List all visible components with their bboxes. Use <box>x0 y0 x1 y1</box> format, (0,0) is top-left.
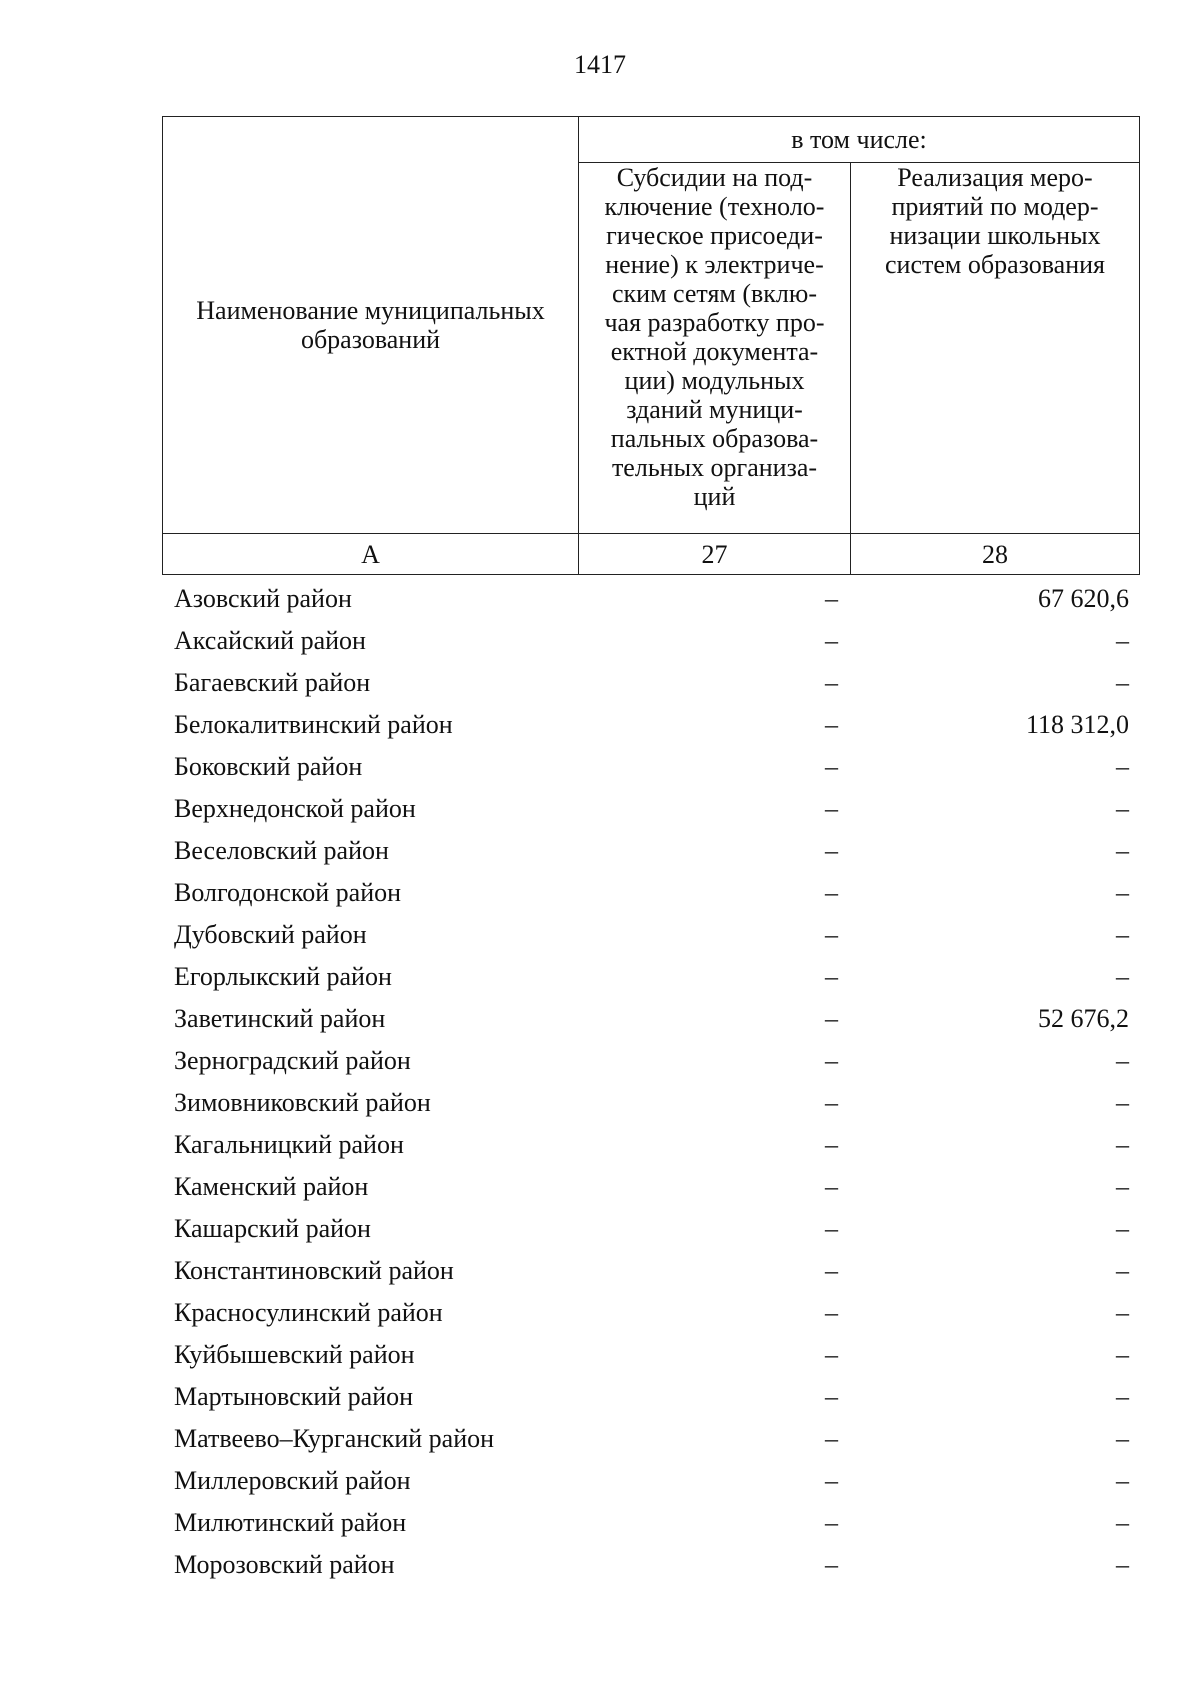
row-value-col-27: – <box>825 1466 838 1495</box>
row-value-col-27: – <box>825 920 838 949</box>
row-name: Морозовский район <box>174 1550 395 1579</box>
row-name: Мартыновский район <box>174 1382 414 1411</box>
row-name: Азовский район <box>174 584 352 613</box>
row-value-col-28: – <box>1116 1298 1129 1327</box>
table-row <box>162 704 1139 746</box>
row-value-col-28: – <box>1116 1172 1129 1201</box>
table-row <box>162 620 1139 662</box>
row-name: Аксайский район <box>174 626 366 655</box>
row-name: Милютинский район <box>174 1508 407 1537</box>
header-num-a: А <box>163 534 579 575</box>
header-including: в том числе: <box>579 117 1140 163</box>
row-name: Белокалитвинский район <box>174 710 453 739</box>
row-value-col-28: – <box>1116 1130 1129 1159</box>
row-value-col-28: – <box>1116 920 1129 949</box>
table-row <box>162 746 1139 788</box>
row-name: Кашарский район <box>174 1214 371 1243</box>
table-header <box>162 116 1140 575</box>
row-value-col-28: – <box>1116 668 1129 697</box>
table-row <box>162 1334 1139 1376</box>
row-value-col-27: – <box>825 1172 838 1201</box>
row-value-col-28: – <box>1116 626 1129 655</box>
row-value-col-27: – <box>825 1214 838 1243</box>
row-value-col-27: – <box>825 1130 838 1159</box>
row-value-col-27: – <box>825 1340 838 1369</box>
table-row <box>162 914 1139 956</box>
row-value-col-27: – <box>825 1508 838 1537</box>
header-col-27: Субсидии на под- ключение (техноло- гическое присоеди- нение) к электриче- ским сетям (вклю- чая разработку про- ектной документа- ции) модульных зданий муници- пальных образова- тельных организа- ций <box>579 163 851 534</box>
table-row <box>162 1460 1139 1502</box>
row-value-col-28: – <box>1116 1256 1129 1285</box>
row-value-col-28: – <box>1116 878 1129 907</box>
row-value-col-27: – <box>825 1382 838 1411</box>
table-row <box>162 1250 1139 1292</box>
header-num-27: 27 <box>579 534 851 575</box>
row-value-col-28: 52 676,2 <box>1038 1004 1129 1033</box>
row-name: Каменский район <box>174 1172 369 1201</box>
row-value-col-27: – <box>825 1424 838 1453</box>
row-value-col-27: – <box>825 584 838 613</box>
row-value-col-27: – <box>825 1088 838 1117</box>
row-value-col-28: – <box>1116 1088 1129 1117</box>
table-row <box>162 872 1139 914</box>
row-value-col-28: – <box>1116 1508 1129 1537</box>
row-value-col-27: – <box>825 962 838 991</box>
table-row <box>162 998 1139 1040</box>
row-name: Багаевский район <box>174 668 371 697</box>
row-name: Верхнедонской район <box>174 794 416 823</box>
row-name: Красносулинский район <box>174 1298 443 1327</box>
row-value-col-28: – <box>1116 1382 1129 1411</box>
table-row <box>162 1082 1139 1124</box>
row-value-col-27: – <box>825 752 838 781</box>
table-row <box>162 578 1139 620</box>
row-name: Заветинский район <box>174 1004 386 1033</box>
row-value-col-27: – <box>825 626 838 655</box>
row-name: Дубовский район <box>174 920 367 949</box>
row-value-col-28: – <box>1116 836 1129 865</box>
table-row <box>162 1418 1139 1460</box>
row-value-col-28: – <box>1116 1214 1129 1243</box>
row-name: Матвеево–Курганский район <box>174 1424 495 1453</box>
table-row <box>162 1502 1139 1544</box>
row-value-col-27: – <box>825 1256 838 1285</box>
row-value-col-27: – <box>825 794 838 823</box>
row-value-col-28: – <box>1116 1424 1129 1453</box>
row-value-col-28: – <box>1116 752 1129 781</box>
row-name: Волгодонской район <box>174 878 402 907</box>
row-name: Куйбышевский район <box>174 1340 415 1369</box>
table-row <box>162 1292 1139 1334</box>
row-name: Константиновский район <box>174 1256 454 1285</box>
row-value-col-28: 118 312,0 <box>1025 710 1129 739</box>
row-name: Веселовский район <box>174 836 389 865</box>
header-num-28: 28 <box>851 534 1140 575</box>
row-value-col-28: – <box>1116 1340 1129 1369</box>
table-row <box>162 1166 1139 1208</box>
row-value-col-27: – <box>825 1046 838 1075</box>
row-name: Миллеровский район <box>174 1466 411 1495</box>
row-value-col-27: – <box>825 710 838 739</box>
row-name: Боковский район <box>174 752 363 781</box>
row-name: Кагальницкий район <box>174 1130 404 1159</box>
header-col-28: Реализация меро- приятий по модер- низации школьных систем образования <box>851 163 1140 534</box>
table-row <box>162 1124 1139 1166</box>
row-name: Зерноградский район <box>174 1046 411 1075</box>
row-value-col-28: 67 620,6 <box>1038 584 1129 613</box>
table-row <box>162 788 1139 830</box>
header-municipality-name: Наименование муниципальных образований <box>163 117 579 534</box>
table-row <box>162 830 1139 872</box>
table-row <box>162 1040 1139 1082</box>
table-row <box>162 662 1139 704</box>
row-value-col-28: – <box>1116 1466 1129 1495</box>
row-value-col-28: – <box>1116 1550 1129 1579</box>
row-value-col-28: – <box>1116 794 1129 823</box>
table-row <box>162 956 1139 998</box>
table-body <box>162 578 1139 1586</box>
row-value-col-27: – <box>825 1550 838 1579</box>
table-row <box>162 1376 1139 1418</box>
row-value-col-27: – <box>825 1004 838 1033</box>
row-name: Егорлыкский район <box>174 962 392 991</box>
row-value-col-27: – <box>825 836 838 865</box>
table-row <box>162 1208 1139 1250</box>
row-value-col-27: – <box>825 1298 838 1327</box>
table-row <box>162 1544 1139 1586</box>
row-value-col-27: – <box>825 668 838 697</box>
row-name: Зимовниковский район <box>174 1088 431 1117</box>
row-value-col-28: – <box>1116 962 1129 991</box>
page-number: 1417 <box>574 50 626 79</box>
row-value-col-27: – <box>825 878 838 907</box>
row-value-col-28: – <box>1116 1046 1129 1075</box>
